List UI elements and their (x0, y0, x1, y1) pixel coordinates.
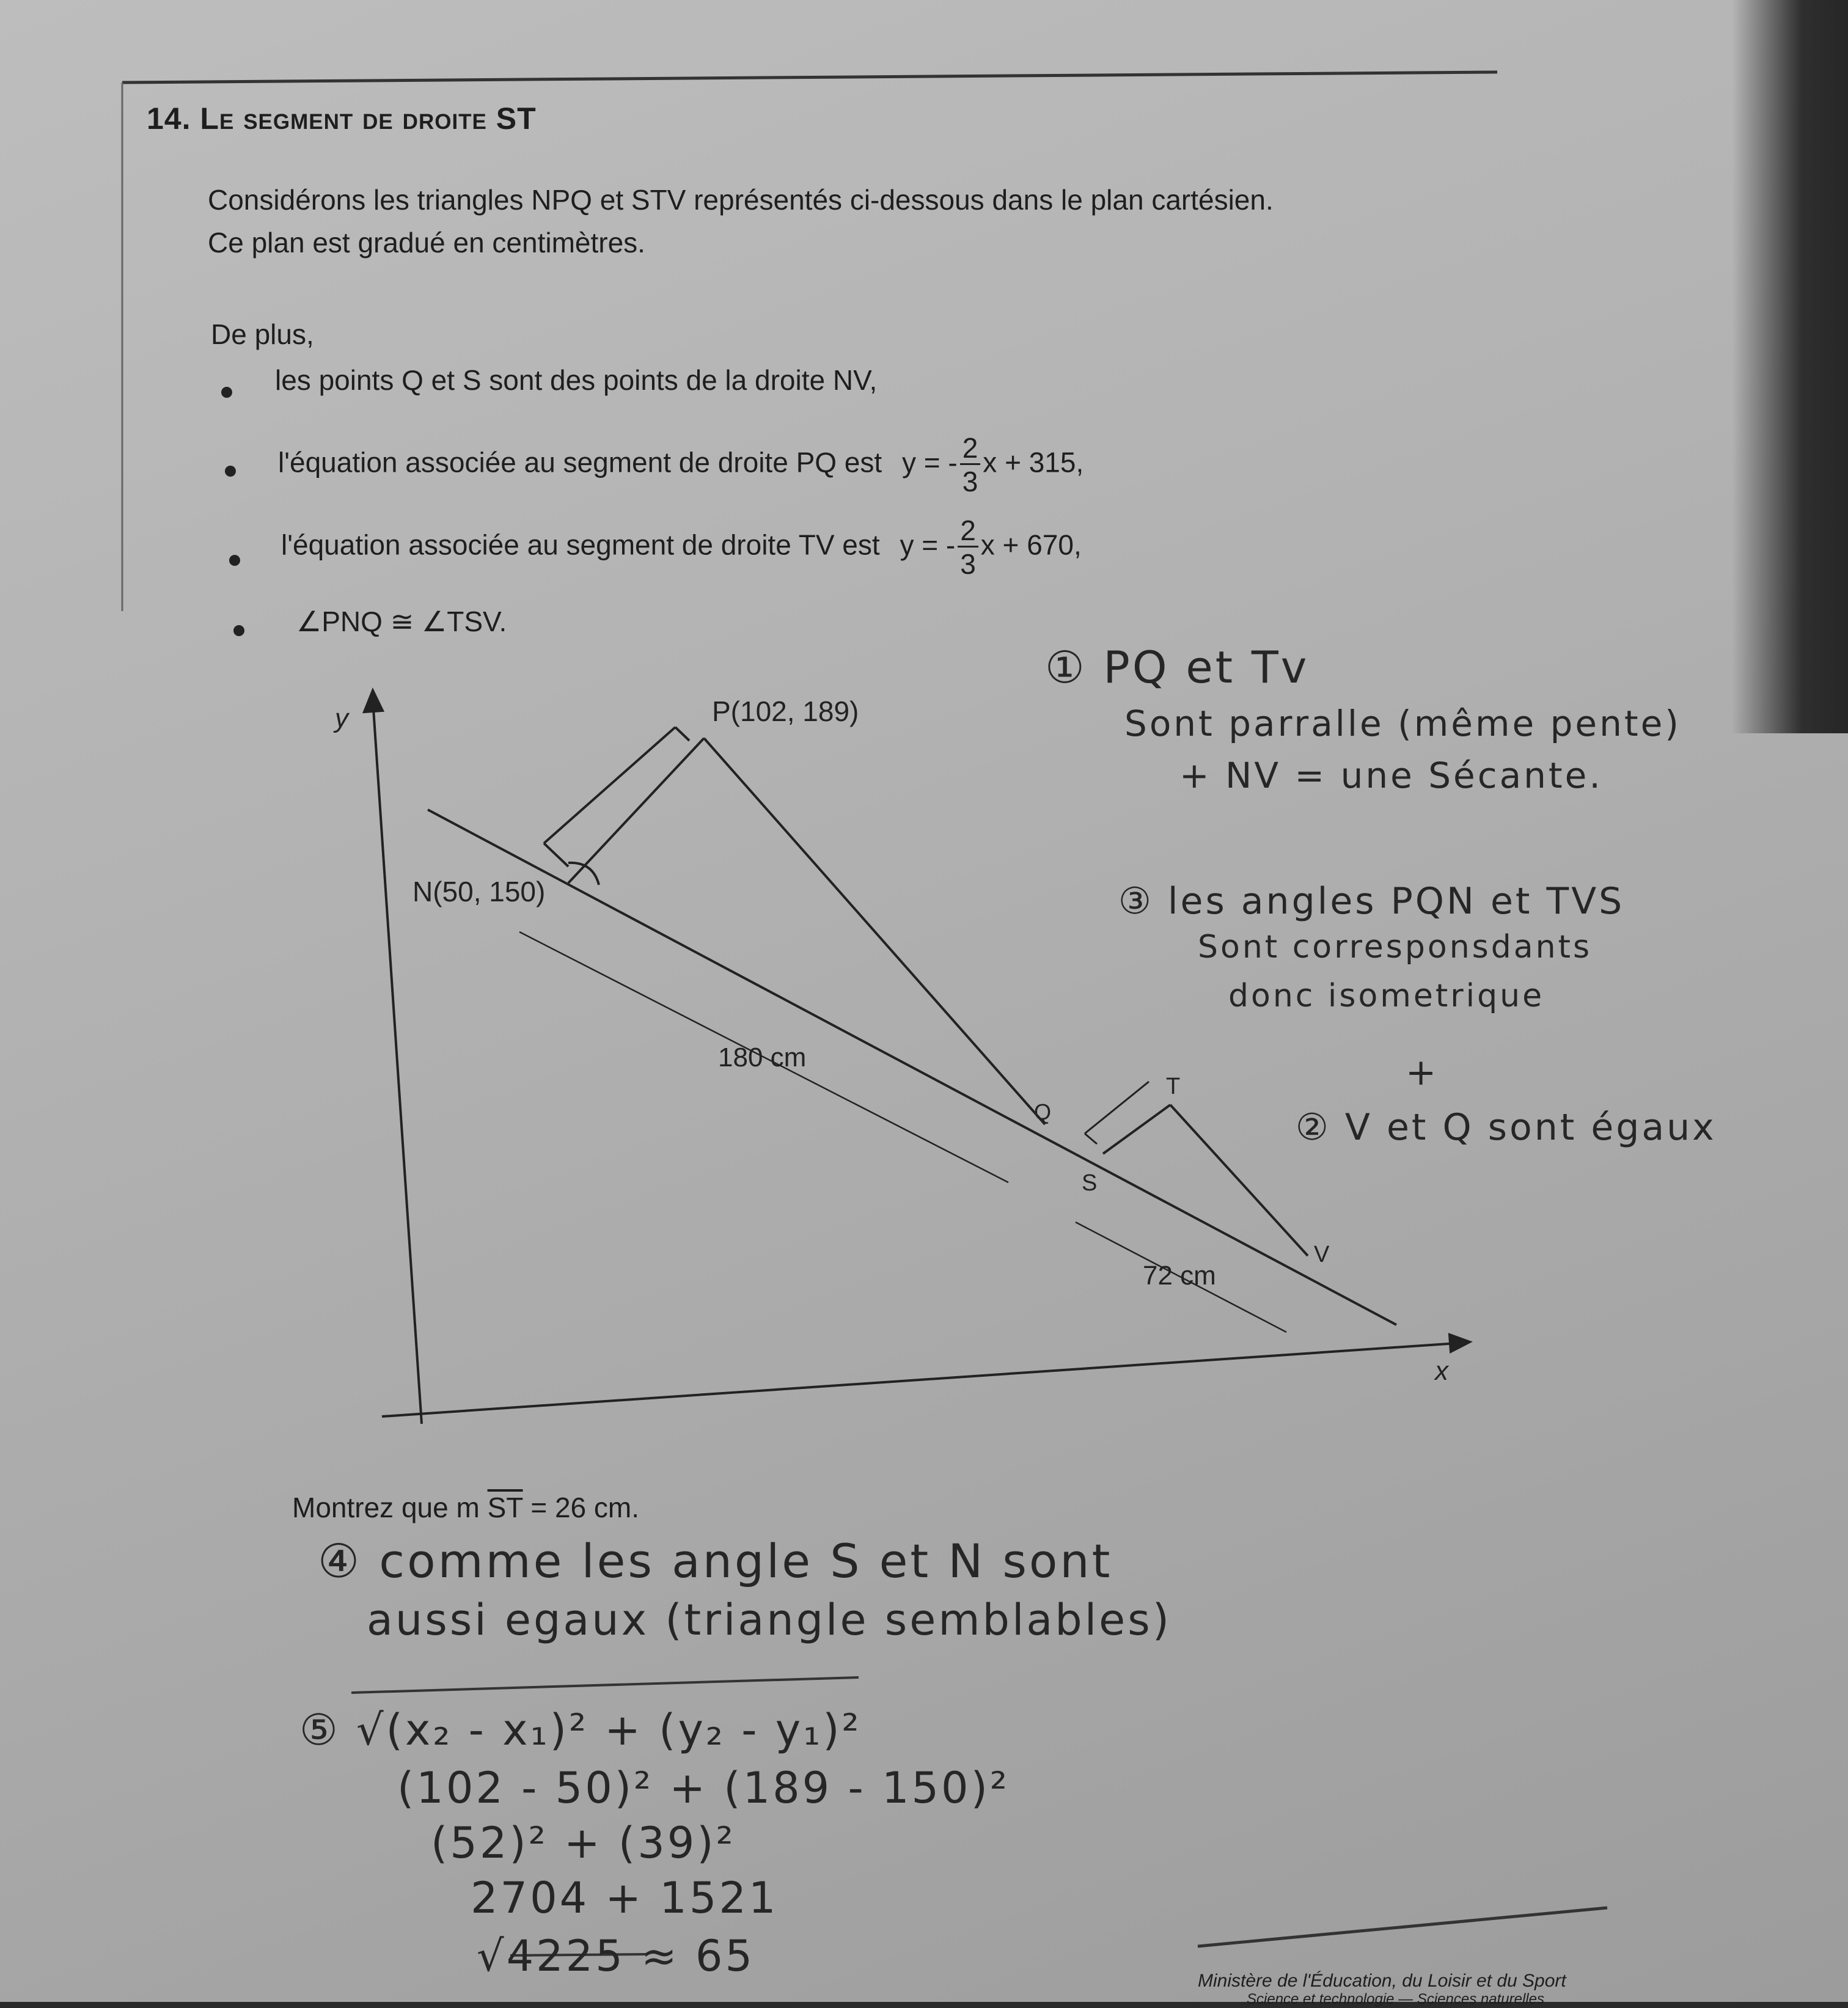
handwritten-note-3-line-3: donc isometrique (1228, 978, 1545, 1014)
handwritten-note-3-line-1: ③ les angles PQN et TVS (1118, 880, 1625, 923)
footer-subject: Science et technologie — Sciences naturelles (1247, 1991, 1544, 2007)
pq-fraction-den: 3 (962, 466, 978, 497)
footer-ministry: Ministère de l'Éducation, du Loisir et du Sport (1198, 1971, 1566, 1991)
problem-title: Le segment de droite ST (200, 101, 537, 136)
label-dimension-nv: 180 cm (718, 1042, 807, 1072)
label-point-n: N(50, 150) (413, 876, 546, 907)
label-dimension-sv: 72 cm (1143, 1261, 1216, 1291)
tv-eq-left: y = - (900, 529, 956, 561)
label-point-p: P(102, 189) (712, 695, 859, 727)
handwritten-note-5-line-5: √4225 ≈ 65 (477, 1931, 755, 1981)
intro-line-1: Considérons les triangles NPQ et STV représentés ci-dessous dans le plan cartésien. (208, 184, 1274, 216)
tv-eq-right: x + 670, (980, 529, 1082, 561)
bullet-points-on-line: les points Q et S sont des points de la droite NV, (275, 364, 878, 396)
intro-line-2: Ce plan est gradué en centimètres. (208, 227, 645, 258)
de-plus-label: De plus, (211, 318, 314, 350)
bullet-pq-text: l'équation associée au segment de droite PQ est (278, 446, 882, 478)
handwritten-note-3-line-2: Sont corresponsdants (1198, 929, 1593, 966)
bullet-tv-text: l'équation associée au segment de droite TV est (281, 529, 880, 561)
handwritten-note-1-line-2: Sont parralle (même pente) (1124, 703, 1681, 744)
handwritten-note-5-line-3: (52)² + (39)² (431, 1818, 736, 1868)
pq-eq-left: y = - (901, 446, 958, 478)
handwritten-note-5-line-2: (102 - 50)² + (189 - 150)² (397, 1763, 1010, 1813)
problem-number: 14. (147, 101, 191, 136)
pq-eq-right: x + 315, (983, 446, 1084, 478)
tv-fraction-num: 2 (958, 516, 978, 548)
label-axis-x: x (1435, 1356, 1448, 1386)
handwritten-note-1-line-1: ① PQ et Tv (1045, 642, 1310, 693)
handwritten-note-5-line-1: ⑤ √(x₂ - x₁)² + (y₂ - y₁)² (299, 1705, 862, 1755)
label-point-s: S (1082, 1170, 1098, 1196)
pq-fraction-num: 2 (960, 434, 981, 465)
handwritten-plus: + (1406, 1051, 1439, 1094)
label-axis-y: y (335, 703, 348, 733)
handwritten-note-4-line-2: aussi egaux (triangle semblables) (367, 1595, 1172, 1645)
question-suffix: = 26 cm. (530, 1492, 640, 1523)
handwritten-note-4-line-1: ④ comme les angle S et N sont (318, 1534, 1113, 1588)
label-point-q: Q (1034, 1099, 1052, 1124)
question-prefix: Montrez que m (292, 1492, 480, 1523)
handwritten-note-2: ② V et Q sont égaux (1296, 1106, 1717, 1149)
tv-fraction-den: 3 (960, 548, 976, 580)
question-segment: $\overline{ST}$ (487, 1492, 523, 1523)
handwritten-note-5-line-4: 2704 + 1521 (471, 1873, 779, 1923)
label-point-t: T (1166, 1074, 1181, 1099)
bullet-angle-congruence: ∠PNQ ≅ ∠TSV. (296, 606, 507, 637)
handwritten-note-1-line-3: + NV = une Sécante. (1179, 755, 1603, 796)
label-point-v: V (1314, 1242, 1330, 1267)
